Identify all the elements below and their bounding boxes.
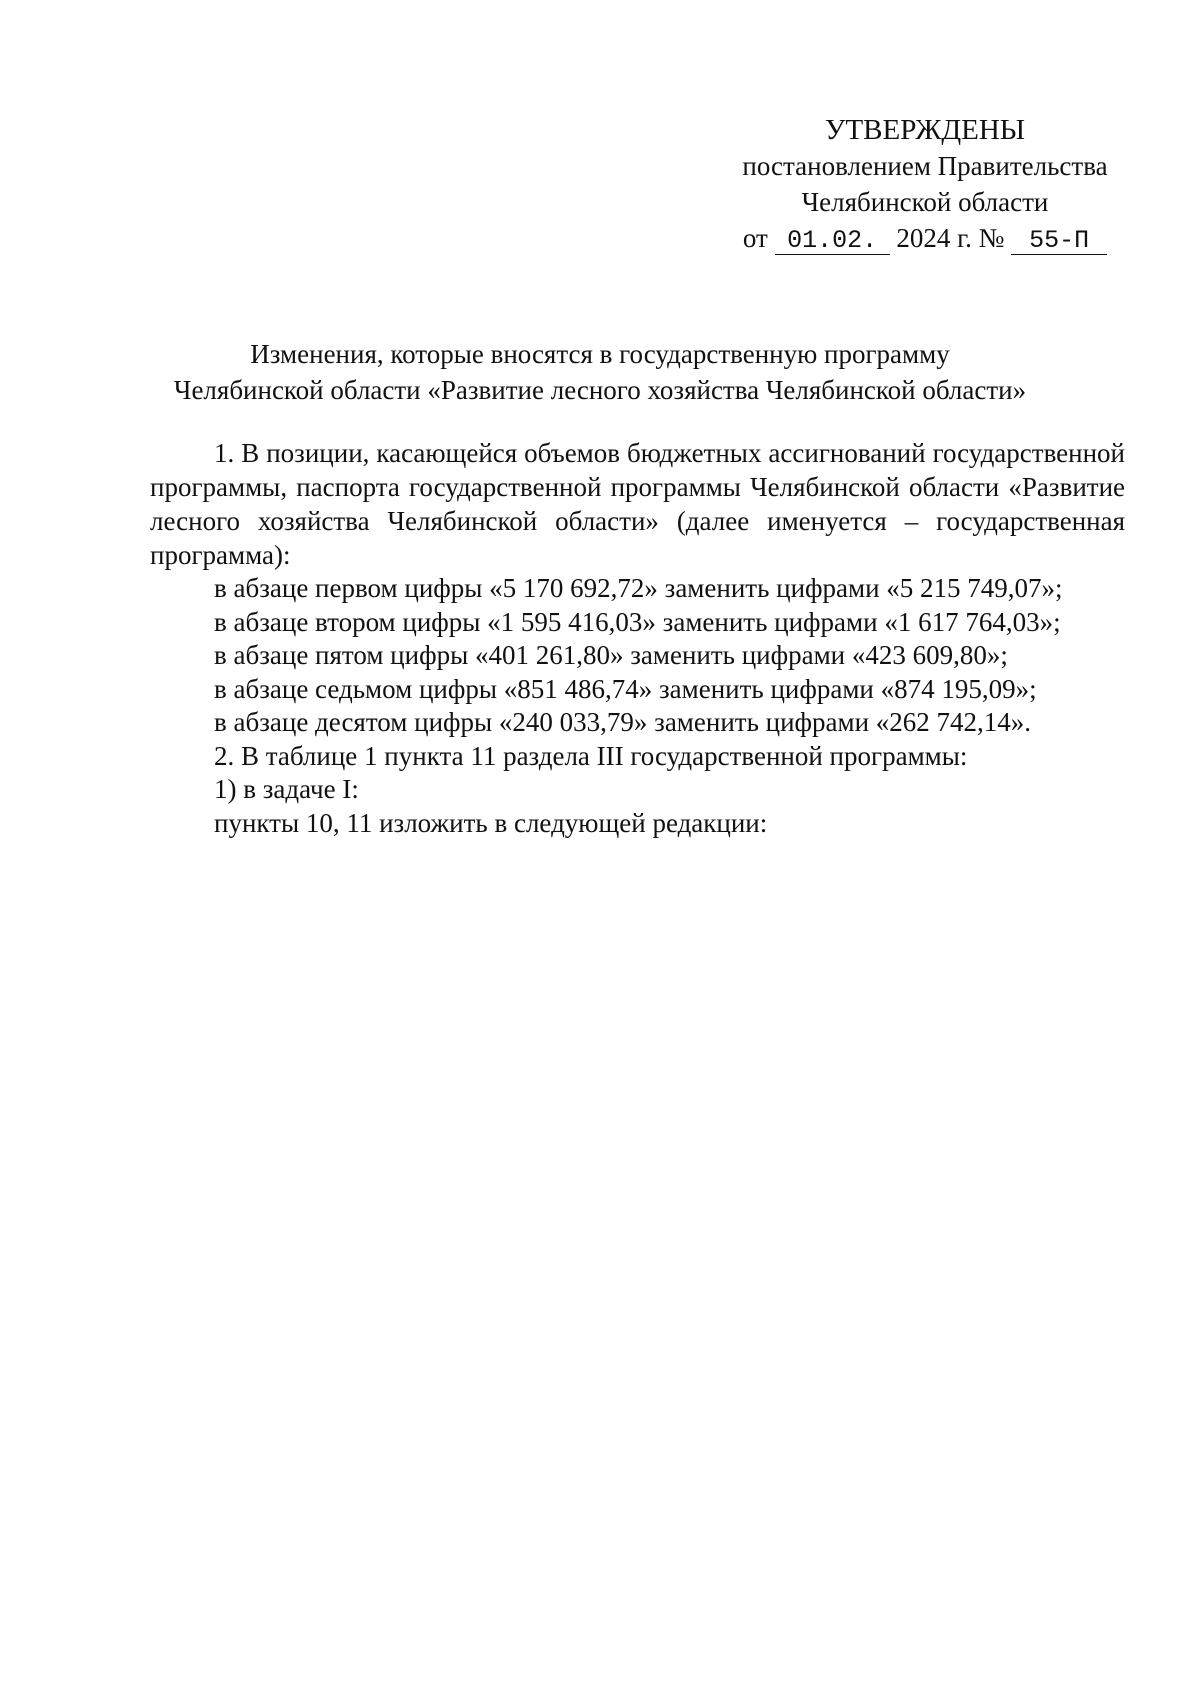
title-line-1: Изменения, которые вносятся в государственную программу: [250, 339, 950, 369]
list-item: 1) в задаче I:: [214, 774, 359, 804]
paragraph-1: 1. В позиции, касающейся объемов бюджетных ассигнований государственной программы, паспорта государственной программы Челябинской области «Развитие лесного хозяйства Челябинской области» (далее именуется – государственная программа):: [150, 438, 1125, 570]
approval-number: 55-П: [1011, 228, 1107, 255]
list-item: пункты 10, 11 изложить в следующей редакции:: [214, 807, 768, 838]
list-item: в абзаце десятом цифры «240 033,79» заменить цифрами «262 742,14».: [214, 707, 1032, 737]
approval-line-2: Челябинской области: [801, 187, 1049, 217]
approval-heading: УТВЕРЖДЕНЫ: [824, 114, 1026, 146]
approval-stamp: [700, 112, 1150, 256]
list-item: в абзаце пятом цифры «401 261,80» заменить цифрами «423 609,80»;: [214, 640, 1008, 670]
approval-prefix: от: [742, 223, 768, 253]
document-body: [150, 436, 1125, 840]
approval-line-1: постановлением Правительства: [742, 151, 1108, 181]
list-item: в абзаце первом цифры «5 170 692,72» заменить цифрами «5 215 749,07»;: [214, 573, 1063, 603]
list-item: в абзаце седьмом цифры «851 486,74» заменить цифрами «874 195,09»;: [214, 673, 1037, 704]
approval-year: 2024 г. №: [896, 223, 1005, 253]
list-item: в абзаце втором цифры «1 595 416,03» заменить цифрами «1 617 764,03»;: [214, 606, 1061, 637]
approval-date-line: [700, 220, 1150, 256]
title-line-2: Челябинской области «Развитие лесного хозяйства Челябинской области»: [173, 375, 1027, 405]
approval-date: 01.02.: [775, 228, 890, 255]
document-title: [150, 336, 1050, 408]
list-item: 2. В таблице 1 пункта 11 раздела III государственной программы:: [214, 740, 968, 771]
